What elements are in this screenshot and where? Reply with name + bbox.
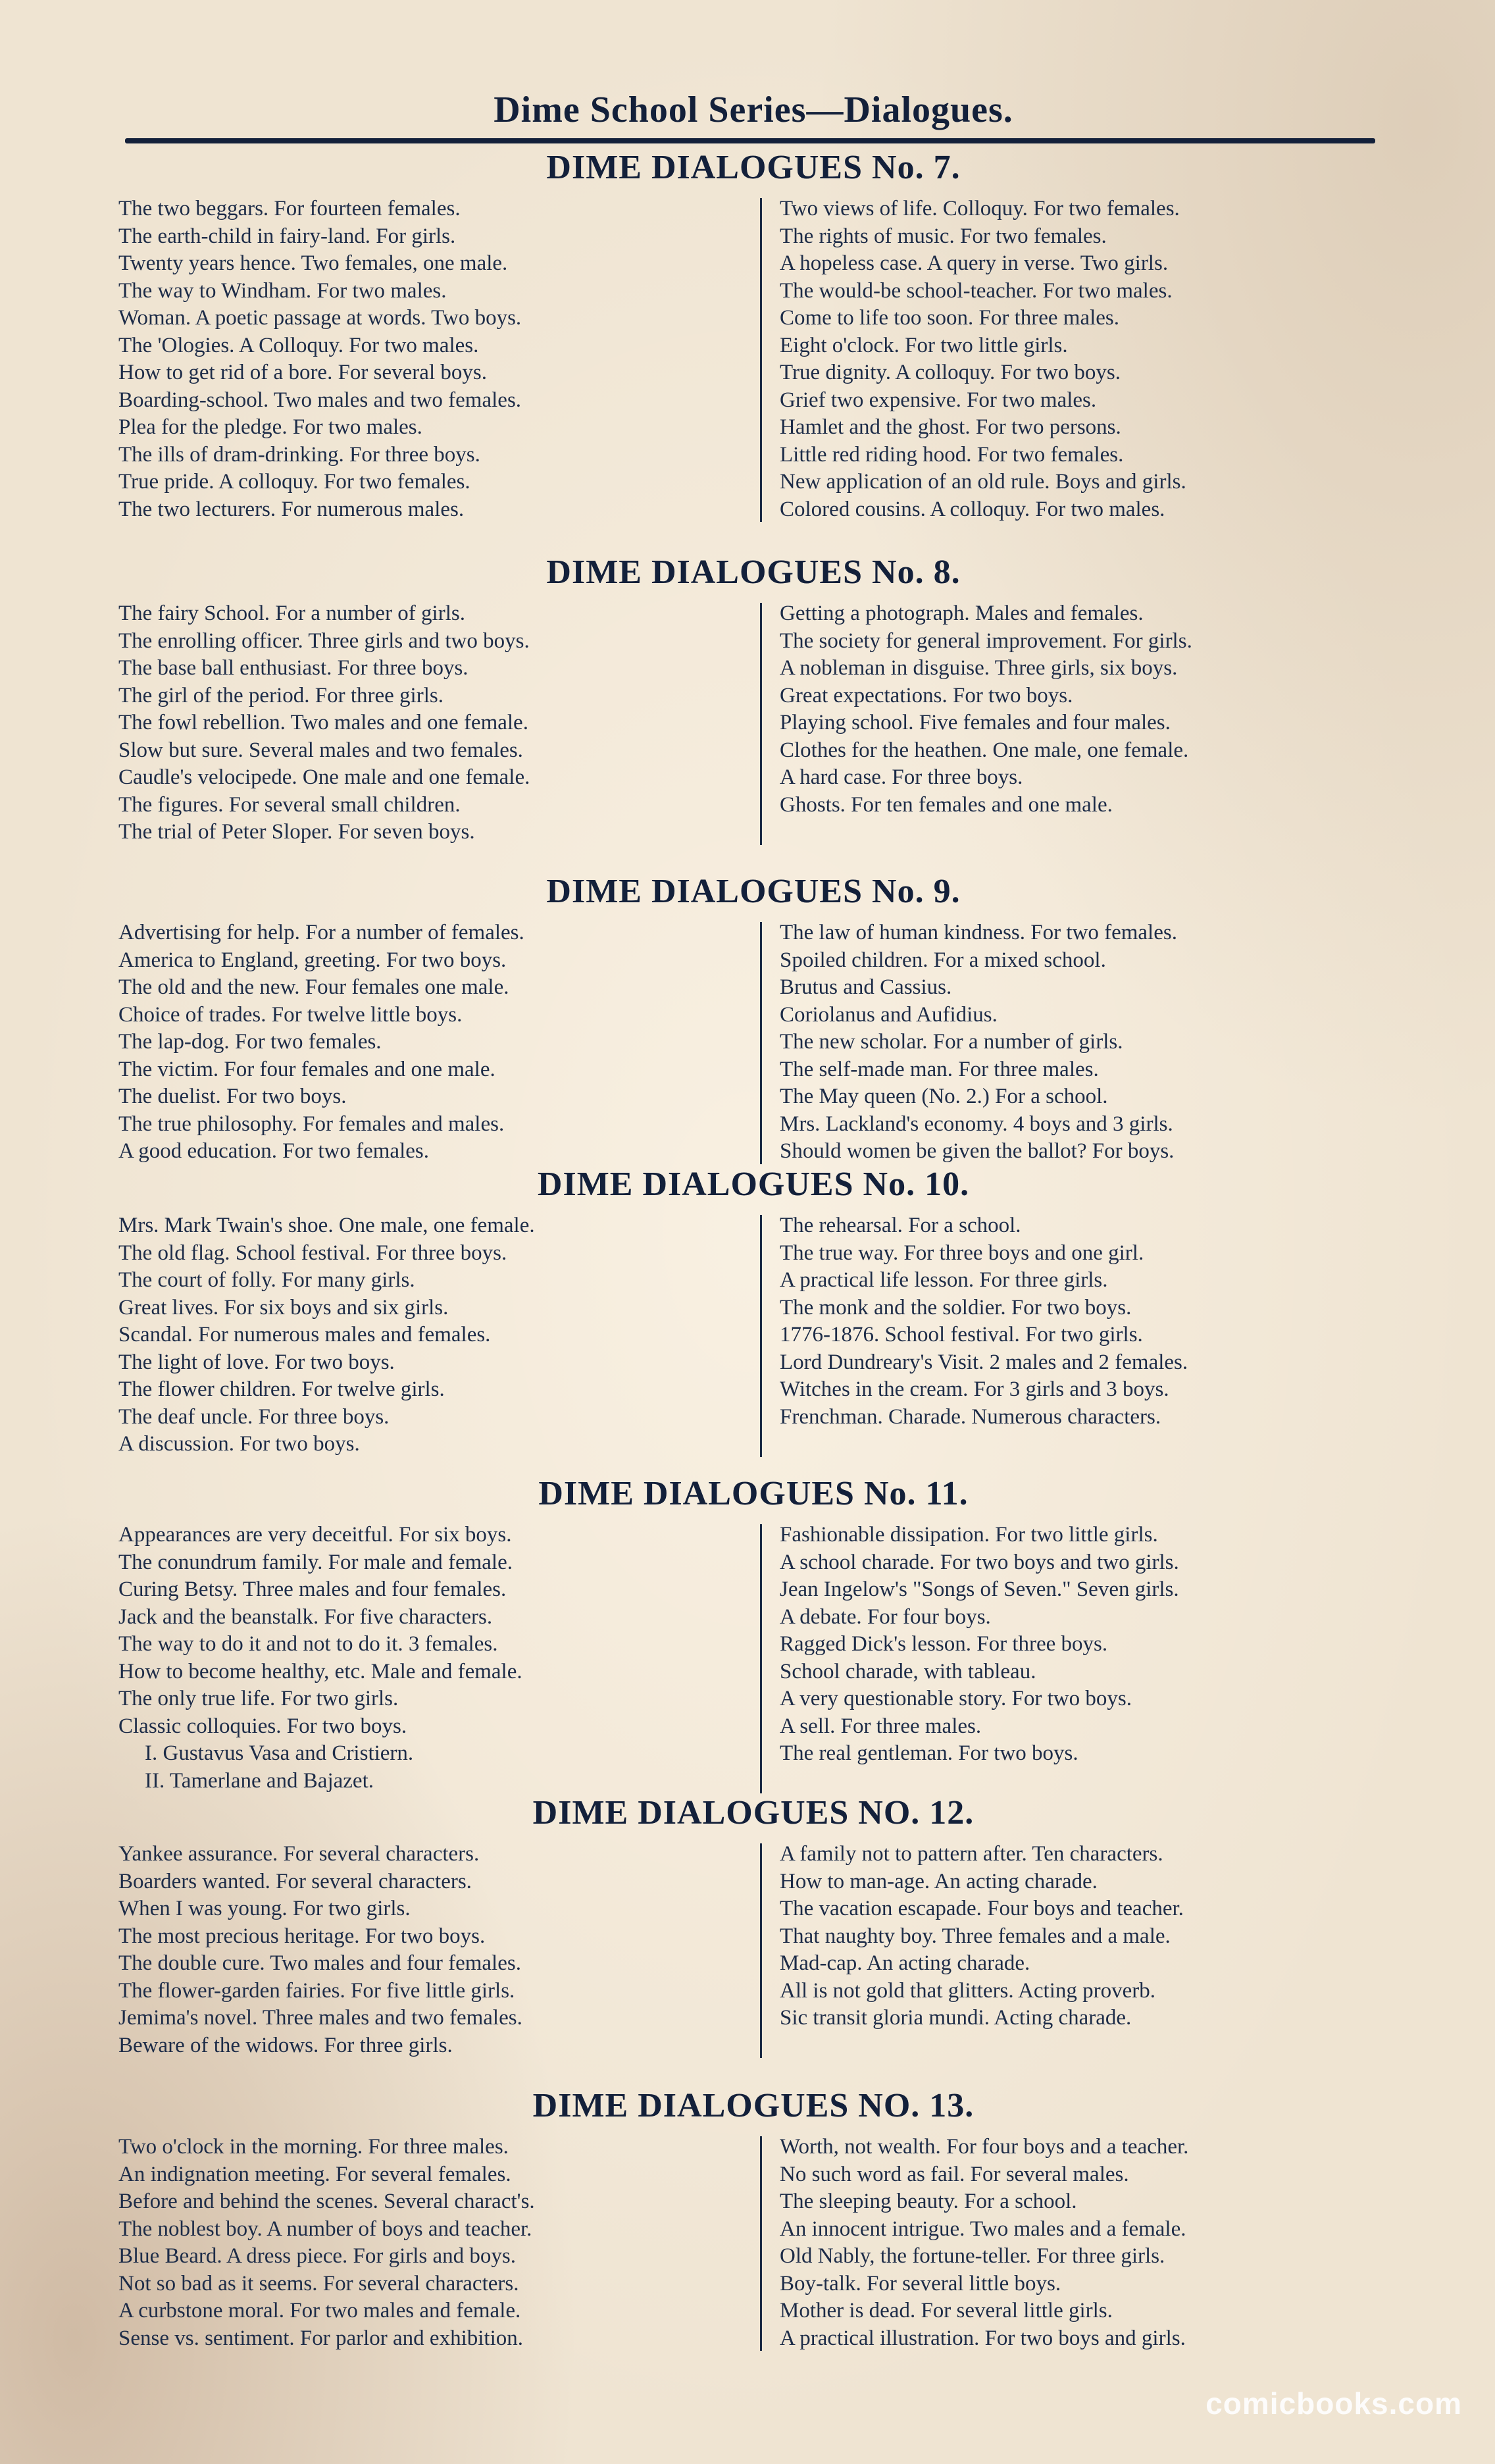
dialogue-entry: The girl of the period. For three girls. (118, 683, 443, 707)
dialogue-entry: The enrolling officer. Three girls and two boys. (118, 629, 530, 653)
column-divider (760, 1524, 762, 1793)
dialogue-entry: Jemima's novel. Three males and two females. (118, 2006, 522, 2030)
dialogue-entry: Spoiled children. For a mixed school. (780, 948, 1106, 972)
dialogue-entry: The true way. For three boys and one girl. (780, 1241, 1144, 1265)
column-divider (760, 922, 762, 1164)
dialogue-entry: II. Tamerlane and Bajazet. (145, 1768, 374, 1793)
dialogue-entry: Great expectations. For two boys. (780, 683, 1073, 707)
dialogue-entry: The only true life. For two girls. (118, 1687, 399, 1710)
right-column (780, 1212, 1411, 1431)
dialogue-entry: Mother is dead. For several little girls. (780, 2299, 1113, 2323)
section-title: DIME DIALOGUES No. 9. (546, 873, 961, 910)
dialogue-entry: A school charade. For two boys and two girls. (780, 1550, 1179, 1574)
dialogue-entry: New application of an old rule. Boys and girls. (780, 470, 1186, 494)
dialogue-entry: That naughty boy. Three females and a male. (780, 1924, 1171, 1948)
right-column (780, 600, 1411, 819)
dialogue-entry: Beware of the widows. For three girls. (118, 2033, 453, 2057)
dialogue-entry: Yankee assurance. For several characters. (118, 1842, 480, 1866)
dialogue-entry: The earth-child in fairy-land. For girls. (118, 224, 456, 248)
dialogue-entry: Grief two expensive. For two males. (780, 388, 1097, 412)
dialogue-entry: A debate. For four boys. (780, 1604, 991, 1629)
dialogue-entry: The self-made man. For three males. (780, 1057, 1099, 1081)
dialogue-entry: True dignity. A colloquy. For two boys. (780, 361, 1121, 384)
dialogue-entry: Scandal. For numerous males and females. (118, 1323, 491, 1347)
dialogue-entry: Sense vs. sentiment. For parlor and exhibition. (118, 2326, 523, 2350)
dialogue-entry: Ghosts. For ten females and one male. (780, 792, 1113, 817)
dialogue-entry: A practical life lesson. For three girls. (780, 1268, 1108, 1292)
dialogue-entry: Clothes for the heathen. One male, one female. (780, 738, 1189, 762)
dialogue-entry: Fashionable dissipation. For two little girls. (780, 1523, 1158, 1547)
dialogue-entry: The flower children. For twelve girls. (118, 1377, 445, 1401)
dialogue-entry: Boarding-school. Two males and two females. (118, 388, 522, 412)
dialogue-entry: The law of human kindness. For two females. (780, 921, 1177, 944)
dialogue-entry: The ills of dram-drinking. For three boys. (118, 442, 480, 467)
dialogue-entry: The conundrum family. For male and female. (118, 1550, 513, 1574)
dialogue-entry: Sic transit gloria mundi. Acting charade. (780, 2006, 1132, 2030)
right-column (780, 919, 1411, 1166)
dialogue-entry: The old flag. School festival. For three boys. (118, 1241, 507, 1265)
section-title: DIME DIALOGUES No. 11. (538, 1475, 969, 1512)
dialogue-entry: True pride. A colloquy. For two females. (118, 470, 470, 494)
dialogue-entry: The noblest boy. A number of boys and teacher. (118, 2217, 532, 2241)
dialogue-entry: Appearances are very deceitful. For six boys. (118, 1523, 512, 1547)
dialogue-entry: The true philosophy. For females and males. (118, 1112, 505, 1136)
dialogue-entry: Not so bad as it seems. For several characters. (118, 2271, 519, 2296)
column-divider (760, 1843, 762, 2058)
dialogue-entry: Worth, not wealth. For four boys and a teacher. (780, 2135, 1189, 2159)
dialogue-entry: A nobleman in disguise. Three girls, six boys. (780, 656, 1178, 680)
dialogue-entry: The two lecturers. For numerous males. (118, 497, 465, 521)
catalog-page (112, 79, 1395, 2363)
dialogue-entry: How to get rid of a bore. For several boys. (118, 361, 487, 384)
dialogue-entry: The lap-dog. For two females. (118, 1030, 382, 1054)
column-divider (760, 198, 762, 522)
header-rule (125, 138, 1375, 143)
dialogue-entry: Caudle's velocipede. One male and one female. (118, 765, 530, 789)
dialogue-entry: The vacation escapade. Four boys and teacher. (780, 1897, 1184, 1920)
dialogue-entry: Classic colloquies. For two boys. (118, 1714, 407, 1738)
dialogue-entry: The rights of music. For two females. (780, 224, 1107, 248)
dialogue-entry: Mrs. Lackland's economy. 4 boys and 3 girls. (780, 1112, 1173, 1136)
column-divider (760, 603, 762, 845)
dialogue-entry: The most precious heritage. For two boys. (118, 1924, 486, 1948)
dialogue-entry: An indignation meeting. For several females. (118, 2162, 511, 2186)
dialogue-entry: Jack and the beanstalk. For five characters. (118, 1604, 493, 1629)
dialogue-entry: Should women be given the ballot? For boys. (780, 1139, 1175, 1163)
dialogue-entry: An innocent intrigue. Two males and a female. (780, 2217, 1186, 2241)
dialogue-entry: Choice of trades. For twelve little boys. (118, 1002, 463, 1027)
dialogue-entry: Before and behind the scenes. Several charact's. (118, 2190, 535, 2213)
dialogue-entry: The way to do it and not to do it. 3 females. (118, 1632, 498, 1656)
dialogue-entry: 1776-1876. School festival. For two girls. (780, 1323, 1143, 1347)
dialogue-entry: Ragged Dick's lesson. For three boys. (780, 1632, 1108, 1656)
dialogue-entry: America to England, greeting. For two boys. (118, 948, 507, 972)
dialogue-entry: Two o'clock in the morning. For three males. (118, 2135, 509, 2159)
dialogue-entry: Curing Betsy. Three males and four females. (118, 1578, 507, 1601)
dialogue-entry: A discussion. For two boys. (118, 1432, 360, 1456)
section-title: DIME DIALOGUES No. 8. (546, 553, 961, 591)
dialogue-entry: When I was young. For two girls. (118, 1897, 411, 1920)
dialogue-entry: The rehearsal. For a school. (780, 1214, 1021, 1237)
dialogue-entry: Come to life too soon. For three males. (780, 306, 1119, 330)
left-column (118, 1212, 750, 1458)
section-title: DIME DIALOGUES No. 10. (537, 1166, 970, 1203)
dialogue-entry: A very questionable story. For two boys. (780, 1687, 1132, 1710)
dialogue-entry: Frenchman. Charade. Numerous characters. (780, 1404, 1161, 1429)
dialogue-entry: A family not to pattern after. Ten characters. (780, 1842, 1163, 1866)
dialogue-entry: Brutus and Cassius. (780, 975, 952, 999)
dialogue-entry: A curbstone moral. For two males and female. (118, 2299, 521, 2323)
dialogue-entry: No such word as fail. For several males. (780, 2162, 1129, 2186)
dialogue-entry: How to man-age. An acting charade. (780, 1869, 1098, 1893)
right-column (780, 1522, 1411, 1768)
section-title: DIME DIALOGUES NO. 13. (532, 2087, 975, 2124)
dialogue-entry: The new scholar. For a number of girls. (780, 1030, 1123, 1054)
running-head: Dime School Series—Dialogues. (494, 90, 1013, 130)
dialogue-entry: The light of love. For two boys. (118, 1350, 395, 1374)
dialogue-entry: Slow but sure. Several males and two females. (118, 738, 523, 762)
right-column (780, 2134, 1411, 2352)
dialogue-entry: The real gentleman. For two boys. (780, 1741, 1078, 1765)
section-title: DIME DIALOGUES NO. 12. (532, 1794, 975, 1832)
dialogue-entry: Little red riding hood. For two females. (780, 442, 1124, 467)
dialogue-entry: Mad-cap. An acting charade. (780, 1951, 1030, 1975)
right-column (780, 195, 1411, 523)
dialogue-entry: All is not gold that glitters. Acting proverb. (780, 1978, 1156, 2003)
dialogue-entry: A hopeless case. A query in verse. Two girls. (780, 251, 1169, 275)
dialogue-entry: Playing school. Five females and four males. (780, 711, 1171, 734)
dialogue-entry: The two beggars. For fourteen females. (118, 197, 461, 220)
dialogue-entry: The would-be school-teacher. For two males. (780, 278, 1173, 303)
dialogue-entry: The deaf uncle. For three boys. (118, 1404, 390, 1429)
dialogue-entry: Great lives. For six boys and six girls. (118, 1295, 449, 1320)
dialogue-entry: A hard case. For three boys. (780, 765, 1023, 789)
dialogue-entry: Twenty years hence. Two females, one male. (118, 251, 508, 275)
dialogue-entry: The victim. For four females and one male. (118, 1057, 495, 1081)
dialogue-entry: The fairy School. For a number of girls. (118, 602, 465, 625)
dialogue-entry: Lord Dundreary's Visit. 2 males and 2 females. (780, 1350, 1188, 1374)
dialogue-entry: The double cure. Two males and four females. (118, 1951, 521, 1975)
dialogue-entry: Jean Ingelow's "Songs of Seven." Seven girls. (780, 1578, 1179, 1601)
dialogue-entry: The fowl rebellion. Two males and one female. (118, 711, 528, 734)
dialogue-entry: The old and the new. Four females one male. (118, 975, 509, 999)
dialogue-entry: The base ball enthusiast. For three boys. (118, 656, 469, 680)
dialogue-entry: The trial of Peter Sloper. For seven boys. (118, 820, 475, 844)
dialogue-entry: Old Nably, the fortune-teller. For three girls. (780, 2244, 1165, 2268)
dialogue-entry: Coriolanus and Aufidius. (780, 1002, 998, 1027)
section-title: DIME DIALOGUES No. 7. (546, 149, 961, 186)
left-column (118, 1522, 750, 1795)
dialogue-entry: A good education. For two females. (118, 1139, 429, 1163)
dialogue-entry: Boarders wanted. For several characters. (118, 1869, 472, 1893)
left-column (118, 600, 750, 846)
left-column (118, 195, 750, 523)
dialogue-entry: The duelist. For two boys. (118, 1085, 347, 1108)
column-divider (760, 2136, 762, 2351)
dialogue-entry: The monk and the soldier. For two boys. (780, 1295, 1132, 1320)
dialogue-entry: Eight o'clock. For two little girls. (780, 333, 1068, 357)
dialogue-entry: Colored cousins. A colloquy. For two males. (780, 497, 1165, 521)
column-divider (760, 1215, 762, 1457)
dialogue-entry: Boy-talk. For several little boys. (780, 2271, 1061, 2296)
dialogue-entry: The sleeping beauty. For a school. (780, 2190, 1077, 2213)
dialogue-entry: The May queen (No. 2.) For a school. (780, 1085, 1108, 1108)
dialogue-entry: Getting a photograph. Males and females. (780, 602, 1144, 625)
dialogue-entry: The flower-garden fairies. For five little girls. (118, 1978, 515, 2003)
dialogue-entry: The 'Ologies. A Colloquy. For two males. (118, 333, 479, 357)
left-column (118, 2134, 750, 2352)
left-column (118, 919, 750, 1166)
dialogue-entry: The society for general improvement. For girls. (780, 629, 1192, 653)
dialogue-entry: Plea for the pledge. For two males. (118, 415, 422, 439)
dialogue-entry: School charade, with tableau. (780, 1659, 1036, 1683)
dialogue-entry: Woman. A poetic passage at words. Two boys. (118, 306, 522, 330)
dialogue-entry: The court of folly. For many girls. (118, 1268, 415, 1292)
dialogue-entry: I. Gustavus Vasa and Cristiern. (145, 1741, 414, 1765)
dialogue-entry: A practical illustration. For two boys and girls. (780, 2326, 1186, 2350)
dialogue-entry: A sell. For three males. (780, 1714, 982, 1738)
dialogue-entry: Two views of life. Colloquy. For two females. (780, 197, 1180, 220)
dialogue-entry: Blue Beard. A dress piece. For girls and boys. (118, 2244, 516, 2268)
left-column (118, 1841, 750, 2059)
dialogue-entry: Hamlet and the ghost. For two persons. (780, 415, 1121, 439)
right-column (780, 1841, 1411, 2032)
dialogue-entry: The figures. For several small children. (118, 792, 461, 817)
watermark: comicbooks.com (1205, 2386, 1462, 2421)
dialogue-entry: Witches in the cream. For 3 girls and 3 boys. (780, 1377, 1169, 1401)
dialogue-entry: The way to Windham. For two males. (118, 278, 447, 303)
dialogue-entry: Mrs. Mark Twain's shoe. One male, one female. (118, 1214, 535, 1237)
dialogue-entry: Advertising for help. For a number of females. (118, 921, 524, 944)
dialogue-entry: How to become healthy, etc. Male and female. (118, 1659, 522, 1683)
